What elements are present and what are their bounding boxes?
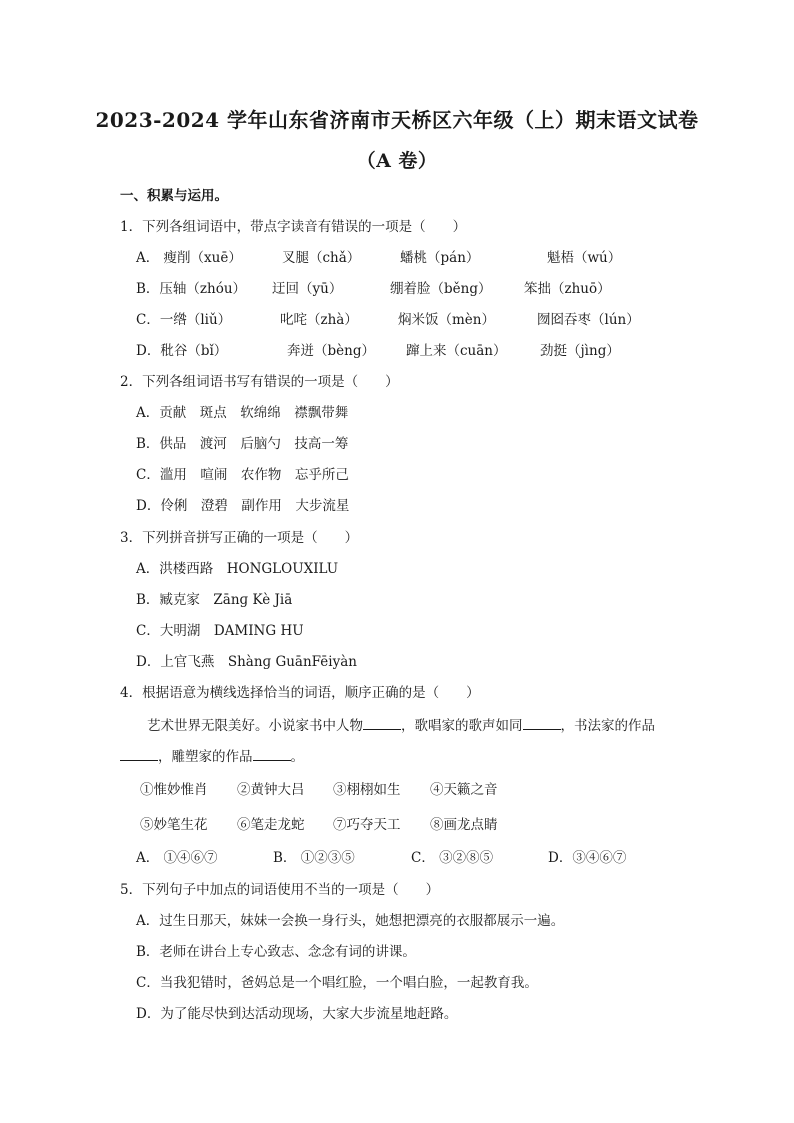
q1-c-2: 叱咤（zhà）	[280, 312, 358, 328]
q4-word-2: ②黄钟大吕	[237, 782, 305, 798]
q1-b-4: 笨拙（zhuō）	[524, 281, 611, 297]
q4-passage-part-b: ，歌唱家的歌声如同	[401, 718, 523, 734]
q3-option-d: D．上官飞燕 Shànɡ GuānFēiyàn	[136, 654, 357, 670]
q5-option-d: D．为了能尽快到达活动现场，大家大步流星地赶路。	[136, 1006, 458, 1022]
q2-option-d: D．伶俐 澄碧 副作用 大步流星	[136, 498, 350, 514]
q1-stem: 1．下列各组词语中，带点字读音有错误的一项是（ ）	[120, 219, 467, 235]
q4-option-b: B． ①②③⑤	[273, 850, 355, 866]
q1-d-3: 蹿上来（cuān）	[406, 343, 507, 359]
q4-option-c: C． ③②⑧⑤	[411, 850, 494, 866]
q4-word-6: ⑥笔走龙蛇	[237, 817, 305, 833]
q4-word-5: ⑤妙笔生花	[140, 817, 208, 833]
q1-d-1: D．秕谷（bǐ）	[136, 343, 228, 359]
q4-blank-1	[363, 715, 401, 730]
q4-word-3: ③栩栩如生	[333, 782, 401, 798]
q3-option-b: B．臧克家 Zānɡ Kè Jiā	[136, 592, 293, 608]
q1-row-b	[0, 279, 794, 299]
q3-option-a: A．洪楼西路 HONGLOUXILU	[136, 561, 339, 577]
q4-passage-part-e: 。	[290, 749, 304, 765]
q4-blank-2	[523, 715, 561, 730]
q5-option-c: C．当我犯错时，爸妈总是一个唱红脸，一个唱白脸，一起教育我。	[136, 975, 538, 991]
q4-options-row	[0, 848, 794, 868]
q1-c-1: C．一绺（liǔ）	[136, 312, 232, 328]
q4-word-1: ①惟妙惟肖	[140, 782, 208, 798]
q4-blank-3	[120, 746, 158, 761]
q4-word-7: ⑦巧夺天工	[333, 817, 401, 833]
q2-option-b: B．供品 渡河 后脑勺 技高一筹	[136, 436, 349, 452]
q4-stem: 4．根据语意为横线选择恰当的词语，顺序正确的是（ ）	[120, 685, 480, 701]
q2-stem: 2．下列各组词语书写有错误的一项是（ ）	[120, 374, 399, 390]
q4-passage-line1	[147, 715, 655, 736]
q1-row-c	[0, 310, 794, 330]
q4-passage-part-a: 艺术世界无限美好。小说家书中人物	[147, 718, 363, 734]
q1-d-4: 劲挺（jìng）	[540, 343, 620, 359]
exam-title: 2023-2024 学年山东省济南市天桥区六年级（上）期末语文试卷	[95, 108, 699, 132]
q1-b-3: 绷着脸（běng）	[390, 281, 492, 297]
q1-a-2: 叉腿（chǎ）	[282, 250, 361, 266]
q1-c-3: 焖米饭（mèn）	[398, 312, 495, 328]
q1-row-d	[0, 341, 794, 361]
q1-c-4: 囫囵吞枣（lún）	[537, 312, 640, 328]
q1-d-2: 奔迸（bèng）	[287, 343, 375, 359]
exam-subtitle: （A 卷）	[356, 150, 438, 172]
q1-row-a	[0, 248, 794, 268]
q5-stem: 5．下列句子中加点的词语使用不当的一项是（ ）	[120, 882, 440, 898]
q4-word-row-2	[0, 815, 794, 835]
q4-passage-part-d: ，雕塑家的作品	[158, 749, 253, 765]
section-heading: 一、积累与运用。	[120, 188, 228, 204]
q4-passage-line2	[120, 746, 304, 767]
q1-a-3: 蟠桃（pán）	[400, 250, 480, 266]
q1-b-2: 迂回（yū）	[272, 281, 343, 297]
q4-option-a: A． ①④⑥⑦	[136, 850, 218, 866]
q4-passage-part-c: ，书法家的作品	[560, 718, 655, 734]
q4-word-row-1	[0, 780, 794, 800]
q3-option-c: C．大明湖 DAMING HU	[136, 623, 304, 639]
q4-blank-4	[253, 746, 291, 761]
q3-stem: 3．下列拼音拼写正确的一项是（ ）	[120, 530, 359, 546]
q5-option-b: B．老师在讲台上专心致志、念念有词的讲课。	[136, 944, 416, 960]
q4-word-8: ⑧画龙点睛	[430, 817, 498, 833]
q4-option-d: D．③④⑥⑦	[548, 850, 627, 866]
q5-option-a: A．过生日那天，妹妹一会换一身行头，她想把漂亮的衣服都展示一遍。	[136, 913, 565, 929]
q4-word-4: ④天籁之音	[430, 782, 498, 798]
q1-a-4: 魁梧（wú）	[547, 250, 622, 266]
q2-option-a: A．贡献 斑点 软绵绵 襟飘带舞	[136, 405, 349, 421]
q1-b-1: B．压轴（zhóu）	[136, 281, 247, 297]
q2-option-c: C．滥用 喧闹 农作物 忘乎所己	[136, 467, 349, 483]
q1-a-1: A． 瘦削（xuē）	[136, 250, 242, 266]
